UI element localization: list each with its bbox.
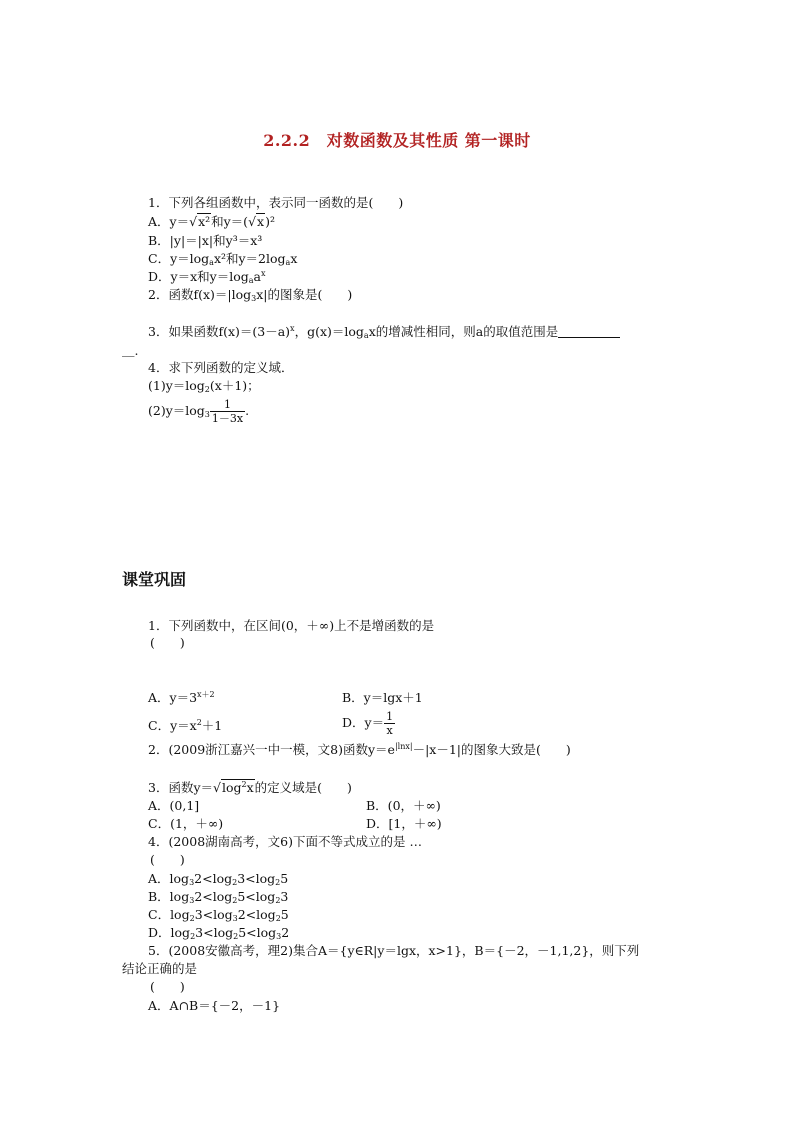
- practice-question-5-option-a: A．A∩B＝{－2，－1}: [148, 998, 281, 1013]
- practice-question-3-option-a: A．(0,1]: [148, 798, 200, 813]
- fraction: $\frac{1}{1-3x}$: [211, 398, 244, 425]
- question-1-option-c: C．$y=\log_ax^2$和$y=2\log_ax$: [148, 251, 298, 267]
- practice-question-1-paren: ( ): [150, 635, 185, 650]
- answer-blank: [558, 325, 620, 338]
- practice-question-3: 3．函数$y=√\log^2x$的定义域是( ): [148, 780, 352, 795]
- practice-question-3-option-c: C．(1，＋∞): [148, 816, 224, 831]
- practice-question-4-option-c: C．$\log_23<\log_32<\log_25$: [148, 907, 289, 923]
- question-1-option-a: A．y＝√x²和y＝(√x)²: [148, 214, 275, 229]
- question-4: 4．求下列函数的定义域．: [148, 360, 294, 375]
- section-title: 课堂巩固: [122, 570, 187, 589]
- fraction: $\frac{1}{x}$: [386, 710, 394, 737]
- practice-question-1-option-c: C．$y=x^2+1$: [148, 718, 223, 733]
- practice-question-3-option-b: B．(0，＋∞): [366, 798, 441, 813]
- practice-question-1: 1．下列函数中，在区间(0，＋∞)上不是增函数的是: [148, 618, 435, 633]
- question-1-option-d: D．y＝x和$y=\log_aa^x$: [148, 269, 266, 285]
- practice-question-2: 2．(2009浙江嘉兴一中一模，文8)函数$y=e^{|lnx|}-|x-1|$的图象大致是( ): [148, 742, 571, 757]
- practice-question-4-option-d: D．$\log_23<\log_25<\log_32$: [148, 925, 290, 941]
- question-3-tail: ＿.: [122, 343, 139, 358]
- practice-question-4: 4．(2008湖南高考，文6)下面不等式成立的是 …: [148, 834, 422, 849]
- question-2: 2．函数$f(x)=|\log_3x|$的图象是( ): [148, 287, 353, 303]
- practice-question-1-option-a: A．$y=3^{x+2}$: [148, 690, 215, 705]
- practice-question-5: 5．(2008安徽高考，理2)集合A＝{y∈R|y＝lgx，x>1}，B＝{－2，－1,1,2}，则下列: [148, 943, 640, 958]
- practice-question-5-paren: ( ): [150, 979, 185, 994]
- practice-question-3-option-d: D．[1，＋∞): [366, 816, 442, 831]
- practice-question-4-option-a: A．$\log_32<\log_23<\log_25$: [148, 871, 289, 887]
- question-4-part-2: $(2)y=\log_3$ $\frac{1}{1-3x}$ .: [148, 398, 250, 425]
- question-4-part-1: $(1)y=\log_2(x+1)$；: [148, 378, 260, 394]
- question-1-option-b: B．|y|＝|x|和y³＝x³: [148, 233, 263, 248]
- practice-question-4-option-b: B．$\log_32<\log_25<\log_23$: [148, 889, 289, 905]
- practice-question-4-paren: ( ): [150, 852, 185, 867]
- page-title: 2.2.2 对数函数及其性质 第一课时: [263, 131, 531, 150]
- question-1: 1．下列各组函数中，表示同一函数的是( ): [148, 195, 404, 210]
- practice-question-5-line-2: 结论正确的是: [122, 961, 198, 976]
- question-3: 3．如果函数$f(x)=(3-a)^x$，$g(x)=\log_ax$的增减性相同，则a的取值范围是: [148, 324, 620, 340]
- practice-question-1-option-b: B．y＝lgx＋1: [342, 690, 423, 705]
- practice-question-1-option-d: D．y＝ $\frac{1}{x}$: [342, 710, 394, 737]
